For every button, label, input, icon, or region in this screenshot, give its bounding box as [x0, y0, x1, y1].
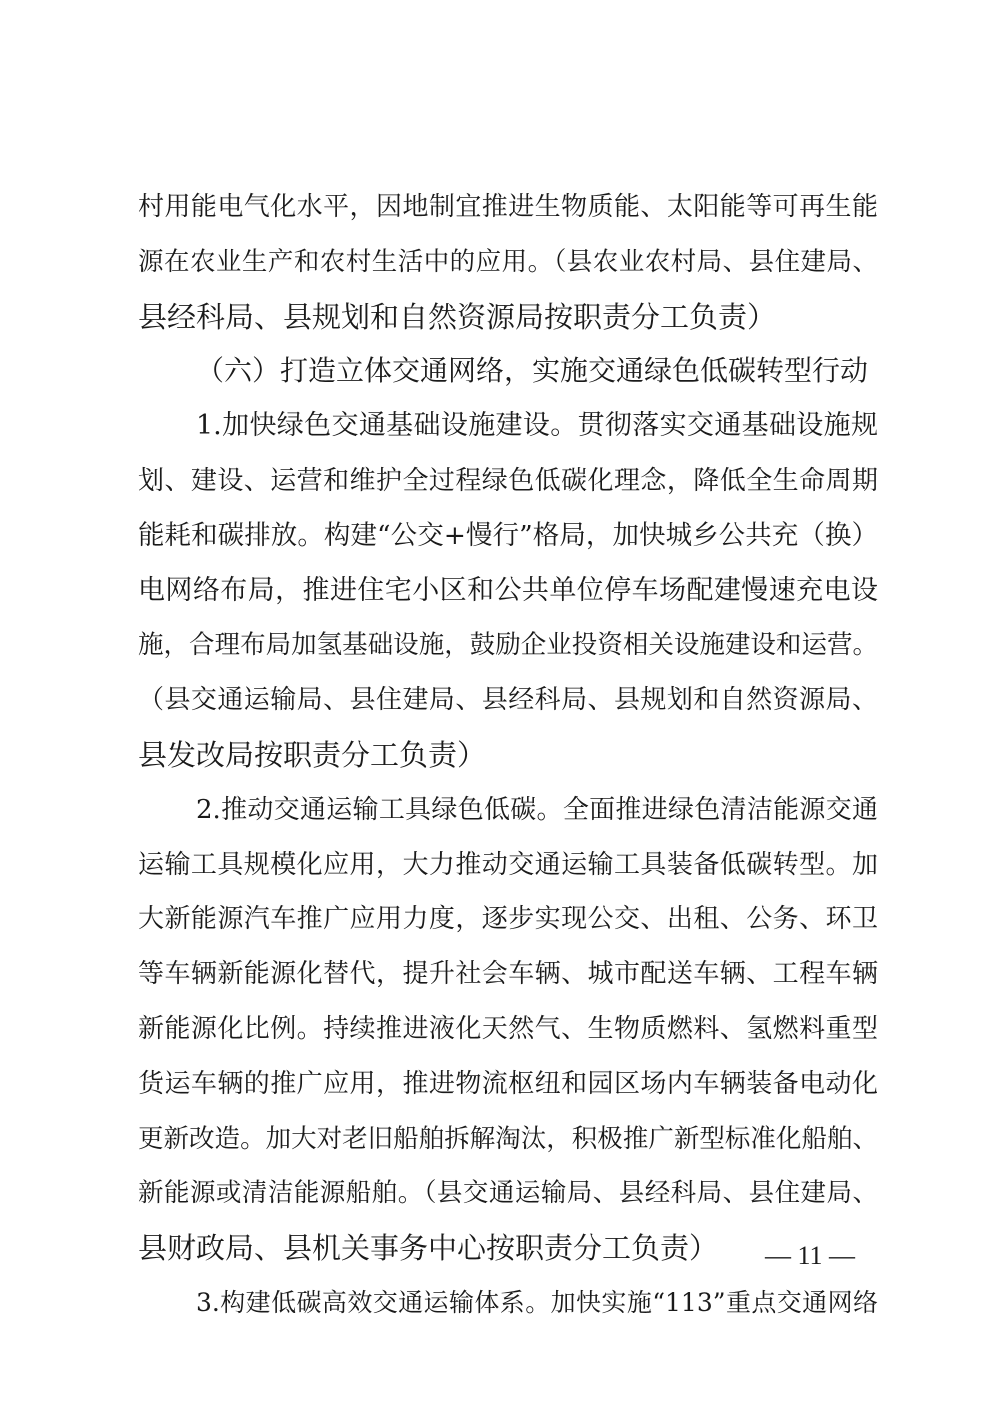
- page-number: — 11 —: [764, 1241, 856, 1270]
- text-line: 县财政局、县机关事务中心按职责分工负责）: [138, 1231, 719, 1266]
- text-line: 1.加快绿色交通基础设施建设。贯彻落实交通基础设施规: [196, 410, 878, 442]
- text-line: 大新能源汽车推广应用力度，逐步实现公交、出租、公务、环卫: [138, 904, 878, 935]
- text-line: 电网络布局，推进住宅小区和公共单位停车场配建慢速充电设: [138, 574, 878, 606]
- text-line: 新能源化比例。持续推进液化天然气、生物质燃料、氢燃料重型: [138, 1013, 878, 1044]
- text-line: 3.构建低碳高效交通运输体系。加快实施“113”重点交通网络: [196, 1287, 878, 1317]
- text-line: 能耗和碳排放。构建“公交+慢行”格局，加快城乡公共充（换）: [138, 519, 878, 551]
- text-line: 等车辆新能源化替代，提升社会车辆、城市配送车辆、工程车辆: [138, 959, 878, 990]
- text-line: 更新改造。加大对老旧船舶拆解淘汰，积极推广新型标准化船舶、: [138, 1123, 878, 1154]
- text-line: （县交通运输局、县住建局、县经科局、县规划和自然资源局、: [138, 685, 878, 716]
- text-line: 县发改局按职责分工负责）: [138, 737, 487, 772]
- body-text: [138, 180, 878, 1331]
- text-line: 划、建设、运营和维护全过程绿色低碳化理念，降低全生命周期: [138, 465, 878, 496]
- text-line: 县经科局、县规划和自然资源局按职责分工负责）: [138, 299, 777, 334]
- text-line: （六）打造立体交通网络，实施交通绿色低碳转型行动: [196, 354, 869, 388]
- text-line: 村用能电气化水平，因地制宜推进生物质能、太阳能等可再生能: [138, 192, 878, 222]
- text-line: 源在农业生产和农村生活中的应用。（县农业农村局、县住建局、: [138, 246, 878, 277]
- text-line: 货运车辆的推广应用，推进物流枢纽和园区场内车辆装备电动化: [138, 1068, 878, 1099]
- text-line: 2.推动交通运输工具绿色低碳。全面推进绿色清洁能源交通: [196, 794, 878, 825]
- text-line: 新能源或清洁能源船舶。（县交通运输局、县经科局、县住建局、: [138, 1178, 878, 1209]
- text-line: 施，合理布局加氢基础设施，鼓励企业投资相关设施建设和运营。: [138, 630, 878, 661]
- text-line: 运输工具规模化应用，大力推动交通运输工具装备低碳转型。加: [138, 849, 878, 880]
